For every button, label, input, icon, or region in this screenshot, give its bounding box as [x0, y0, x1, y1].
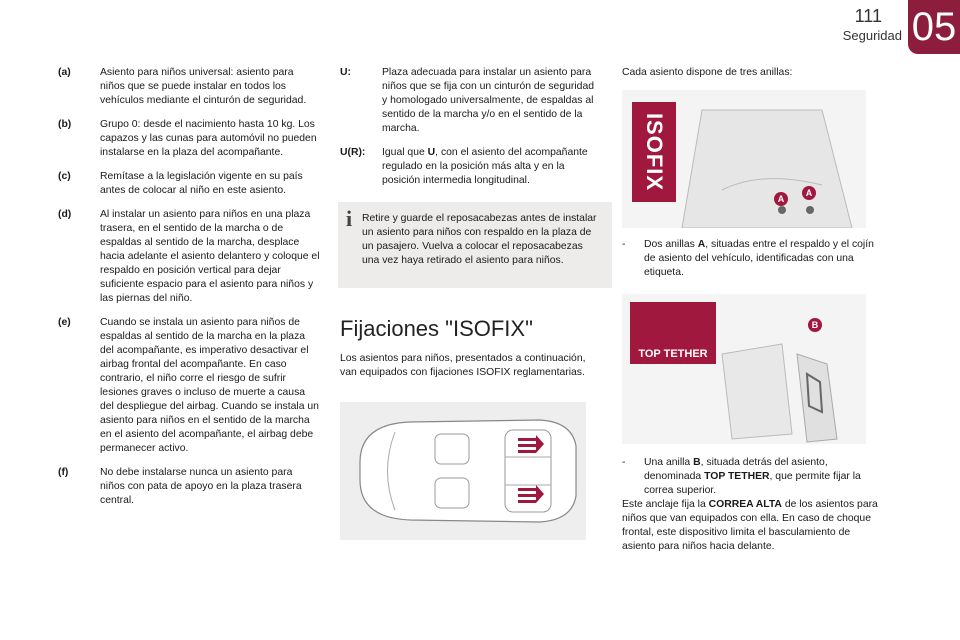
- item2-pre: Una anilla: [644, 457, 694, 468]
- top-tether-badge: [630, 302, 716, 364]
- ur-text-pre: Igual que: [382, 147, 428, 158]
- isofix-badge-text: ISOFIX: [642, 112, 667, 192]
- note-label: (f): [58, 467, 69, 478]
- note-label: (c): [58, 171, 71, 182]
- anchors-column: [622, 66, 884, 554]
- note-b: [58, 118, 320, 160]
- isofix-anchor-photo: [622, 90, 866, 228]
- note-label: (a): [58, 67, 71, 78]
- section-name: Seguridad: [842, 28, 902, 43]
- note-text: Grupo 0: desde el nacimiento hasta 10 kg. Los capazos y las cunas para automóvil no pueden instalarse en la plaza del acompañante.: [100, 119, 317, 158]
- note-c: [58, 170, 320, 198]
- u-definition: [340, 66, 602, 136]
- note-text: Cuando se instala un asiento para niños de espaldas al sentido de la marcha en la plaza del acompañante, es imperativo desactivar el airbag frontal del acompañante. En caso contrario, el niño corre el riesgo de sufrir lesiones graves o incluso de muerte a causa del despliegue del airbag. Cuando se instala un asiento para niños en el sentido de la marcha en el asiento del acompañante, el airbag debe permanecer activo.: [100, 317, 319, 454]
- note-d: [58, 208, 320, 306]
- anchors-intro: Cada asiento dispone de tres anillas:: [622, 67, 793, 78]
- item2-bold: B: [693, 457, 701, 468]
- anchor-a-description: [622, 238, 884, 280]
- section-title: Fijaciones "ISOFIX": [340, 316, 533, 341]
- note-text: Asiento para niños universal: asiento para niños que se puede instalar en todos los vehículos mediante el cinturón de seguridad.: [100, 67, 307, 106]
- note-f: [58, 466, 320, 508]
- ur-text-post: , con el asiento del acompañante regulado en la posición más alta y en la posición intermedia longitudinal.: [382, 147, 588, 186]
- anchor-a-label: A: [774, 192, 788, 206]
- note-label: (b): [58, 119, 72, 130]
- chapter-tab: 05: [908, 0, 960, 54]
- note-e: [58, 316, 320, 456]
- anchor-b-label: B: [808, 318, 822, 332]
- ur-label: U(R):: [340, 147, 366, 158]
- item2-bold2: TOP TETHER: [704, 471, 770, 482]
- bullet-dash: -: [622, 457, 626, 468]
- ur-text: [382, 146, 602, 188]
- item2-mid: , situada detrás del asiento, denominada: [644, 457, 828, 482]
- final-pre: Este anclaje fija la: [622, 499, 709, 510]
- notes-column: [58, 66, 320, 518]
- page-number: 111: [854, 6, 882, 26]
- u-label: U:: [340, 67, 351, 78]
- isofix-intro: Los asientos para niños, presentados a continuación, van equipados con fijaciones ISOFIX reglamentarias.: [340, 353, 586, 378]
- item1-pre: Dos anillas: [644, 239, 698, 250]
- note-a: [58, 66, 320, 108]
- top-tether-badge-text: TOP TETHER: [638, 348, 708, 360]
- note-text: No debe instalarse nunca un asiento para niños con pata de apoyo en la plaza trasera central.: [100, 467, 302, 506]
- top-tether-explanation: [622, 498, 884, 554]
- item1-post: , situadas entre el respaldo y el cojín de asiento del vehículo, identificadas con una etiqueta.: [644, 239, 874, 278]
- item1-bold: A: [697, 239, 706, 250]
- anchor-a-label: A: [802, 186, 816, 200]
- info-text: Retire y guarde el reposacabezas antes de instalar un asiento para niños con respaldo en la plaza de un pasajero. Vuelva a colocar el reposacabezas una vez haya retirado el asiento para niños.: [362, 213, 597, 266]
- note-label: (d): [58, 209, 72, 220]
- anchor-b-description: [622, 456, 884, 498]
- final-post: de los asientos para niños que van equipados con ella. En caso de choque frontal, este dispositivo limita el basculamiento de asiento para niños hacia delante.: [622, 499, 878, 552]
- info-box: [338, 202, 612, 288]
- note-text: Remítase a la legislación vigente en su país antes de colocar al niño en este asiento.: [100, 171, 303, 196]
- ur-text-bold: U: [427, 147, 436, 158]
- car-top-view-image: [340, 402, 586, 540]
- anchor-b-text: [644, 456, 884, 498]
- isofix-badge: [632, 102, 676, 202]
- isofix-column: [340, 66, 602, 540]
- ur-definition: [340, 146, 602, 188]
- anchor-a-text: [644, 238, 884, 280]
- final-bold: CORREA ALTA: [708, 499, 782, 510]
- car-top-view-icon: [340, 402, 586, 540]
- bullet-dash: -: [622, 239, 626, 250]
- note-label: (e): [58, 317, 71, 328]
- info-icon: i: [346, 206, 353, 231]
- u-text: Plaza adecuada para instalar un asiento para niños que se fija con un cinturón de seguridad y homologado universalmente, de espaldas al sentido de la marcha y/o en el sentido de la marcha.: [382, 67, 594, 134]
- item2-post: , que permite fijar la correa superior.: [644, 471, 861, 496]
- note-text: Al instalar un asiento para niños en una plaza trasera, en el sentido de la marcha o de espaldas al sentido de la marcha, desplace hacia adelante el asiento delantero y coloque el respaldo en posición vertical para dejar suficiente espacio para el asiento para niños y las piernas del niño.: [100, 209, 320, 304]
- top-tether-photo: [622, 294, 866, 444]
